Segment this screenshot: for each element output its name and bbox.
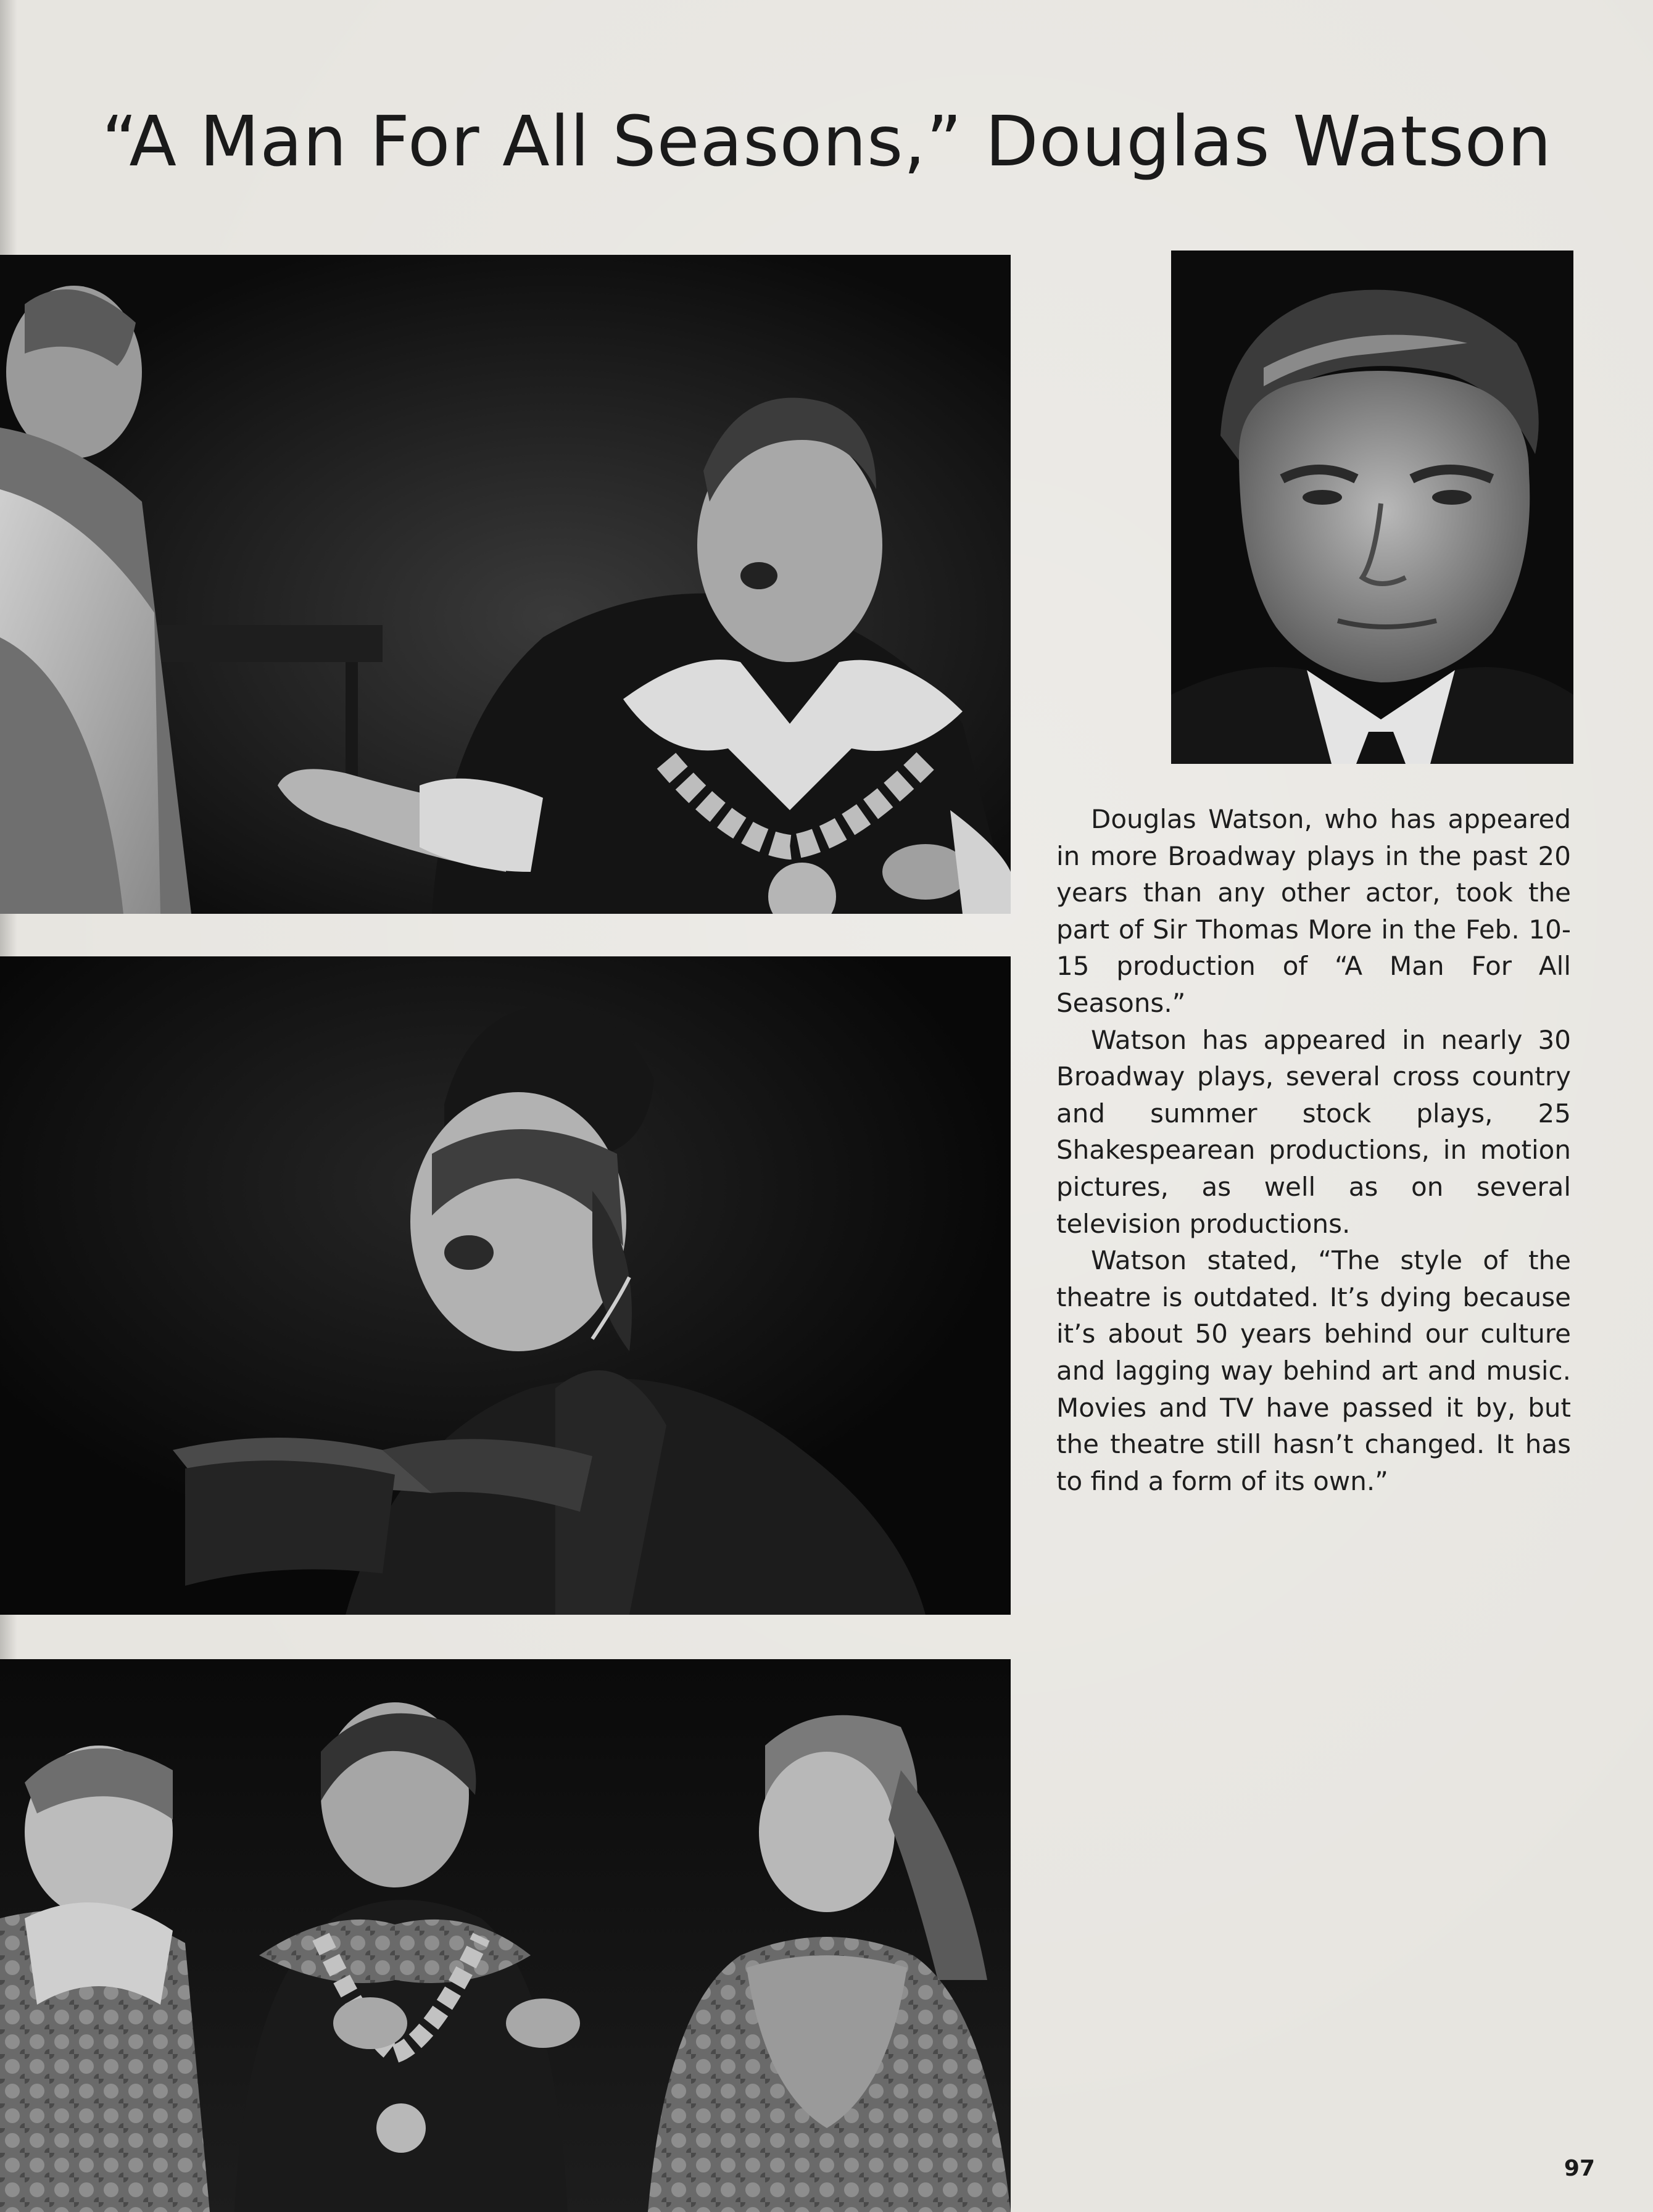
portrait-photo-image xyxy=(1171,251,1573,764)
page-number: 97 xyxy=(1564,2156,1595,2181)
stage-photo-middle xyxy=(0,956,1011,1615)
stage-photo-bottom xyxy=(0,1659,1011,2212)
article-paragraph-2: Watson has appeared in nearly 30 Broadway plays, several cross country and summer stock plays, 25 Shakespearean productions, in motion pictures, as well as on several television productions. xyxy=(1056,1024,1571,1239)
stage-photo-bottom-image xyxy=(0,1659,1011,2212)
stage-photo-top xyxy=(0,255,1011,914)
portrait-photo xyxy=(1171,251,1573,764)
article-body xyxy=(1056,801,1571,1499)
stage-photo-middle-image xyxy=(0,956,1011,1615)
stage-photo-top-image xyxy=(0,255,1011,914)
article-paragraph-1: Douglas Watson, who has appeared in more Broadway plays in the past 20 years than any other actor, took the part of Sir Thomas More in the Feb. 10-15 production of “A Man For All Seasons.” xyxy=(1056,804,1571,1018)
page-headline: “A Man For All Seasons,” Douglas Watson xyxy=(101,102,1552,182)
article-paragraph-3: Watson stated, “The style of the theatre is outdated. It’s dying because it’s about 50 years behind our culture and lagging way behind art and music. Movies and TV have passed it by, but the theatre still hasn’t changed. It has to find a form of its own.” xyxy=(1056,1245,1571,1496)
